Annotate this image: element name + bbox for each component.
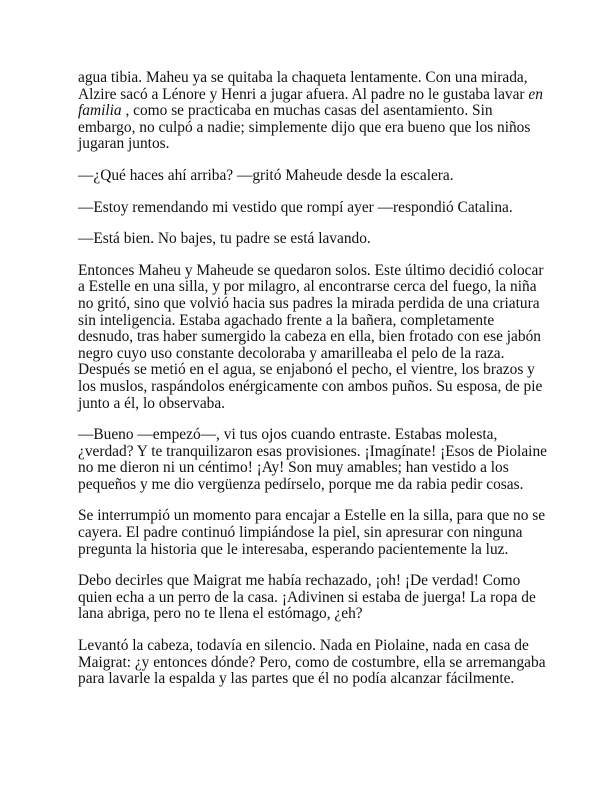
paragraph (78, 573, 538, 623)
text-segment: no me dieron ni un céntimo! ¡Ay! Son muy amables; han vestido a los (78, 459, 509, 477)
text-segment: lana abriga, pero no te llena el estómago, ¿eh? (78, 605, 363, 623)
document-page (78, 69, 547, 688)
text-line (78, 85, 543, 104)
italic-text: en (528, 85, 543, 103)
text-segment: Debo decirles que Maigrat me había rechazado, ¡oh! ¡De verdad! Como (78, 572, 521, 590)
paragraph (78, 261, 544, 412)
text-segment: cayera. El padre continuó limpiándose la piel, sin apresurar con ninguna (78, 524, 523, 542)
text-segment: agua tibia. Maheu ya se quitaba la chaqueta lentamente. Con una mirada, (78, 69, 528, 86)
text-line (78, 377, 543, 396)
text-segment: embargo, no culpó a nadie; simplemente dijo que era bueno que los niños (78, 118, 531, 136)
text-segment: no gritó, sino que volvió hacia sus padres la mirada perdida de una criatura (78, 294, 540, 312)
text-line (78, 477, 538, 494)
paragraph (78, 507, 546, 558)
paragraph (78, 231, 538, 248)
text-segment: negro cuyo uso constante decoloraba y amarilleaba el pelo de la raza. (78, 344, 505, 362)
text-segment: pequeños y me dio vergüenza pedírselo, porque me da rabia pedir cosas. (78, 475, 524, 493)
text-segment: ¿verdad? Y te tranquilizaron esas provisiones. ¡Imagínate! ¡Esos de Piolaine (78, 442, 547, 460)
text-segment: quien echa a un perro de la casa. ¡Adivinen si estaba de juerga! La ropa de (78, 588, 536, 606)
text-line (78, 590, 538, 607)
text-line (78, 313, 538, 330)
text-line (78, 396, 538, 413)
text-line (78, 103, 538, 120)
text-segment: jugaran juntos. (78, 135, 170, 153)
text-segment: Después se metió en el agua, se enjabonó el pecho, el vientre, los brazos y (78, 361, 535, 379)
text-line (78, 296, 538, 313)
text-segment: , como se practicaba en muchas casas del asentamiento. Sin (121, 102, 493, 120)
text-segment: para lavarle la espalda y las partes que él no podía alcanzar fácilmente. (78, 670, 515, 688)
text-line (78, 231, 538, 248)
paragraph (78, 168, 538, 185)
italic-text: familia (78, 102, 122, 120)
paragraph (78, 69, 543, 153)
text-segment: Alzire sacó a Lénore y Henri a jugar afuera. Al padre no le gustaba lavar (78, 85, 529, 103)
text-segment: pregunta la historia que le interesaba, esperando pacientemente la luz. (78, 540, 509, 558)
text-line (78, 346, 538, 363)
text-line (78, 525, 538, 542)
text-segment: —Bueno —empezó—, vi tus ojos cuando entraste. Estabas molesta, (78, 426, 498, 444)
text-line (78, 70, 538, 87)
text-segment: —Está bien. No bajes, tu padre se está lavando. (78, 230, 371, 248)
text-segment: Maigrat: ¿y entonces dónde? Pero, como de costumbre, ella se arremangaba (78, 653, 546, 671)
text-line (78, 653, 546, 672)
text-line (78, 460, 538, 477)
text-line (78, 168, 538, 185)
text-line (78, 573, 538, 590)
text-line (78, 328, 541, 346)
text-segment: —¿Qué haces ahí arriba? —gritó Maheude desde la escalera. (78, 166, 454, 184)
text-line (78, 638, 538, 655)
paragraph (78, 637, 546, 688)
text-segment: —Estoy remendando mi vestido que rompí ayer —respondió Catalina. (78, 198, 513, 216)
paragraph (78, 200, 538, 217)
text-segment: los muslos, raspándolos enérgicamente con ambos puños. Su esposa, de pie (78, 377, 543, 395)
text-segment: Entonces Maheu y Maheude se quedaron solos. Este último decidió colocar (78, 261, 544, 279)
text-line (78, 120, 538, 137)
text-line (78, 200, 538, 217)
text-line (78, 606, 538, 623)
paragraph (78, 426, 547, 493)
text-line (78, 279, 538, 296)
text-line (78, 507, 546, 525)
text-line (78, 442, 547, 461)
text-line (78, 427, 538, 444)
text-segment: sin inteligencia. Estaba agachado frente a la bañera, completamente (78, 311, 495, 329)
text-line (78, 136, 538, 153)
text-segment: Levantó la cabeza, todavía en silencio. Nada en Piolaine, nada en casa de (78, 637, 529, 655)
text-segment: desnudo, tras haber sumergido la cabeza en ella, bien frotado con ese jabón (78, 328, 541, 346)
text-segment: a Estelle en una silla, y por milagro, al encontrarse cerca del fuego, la niña (78, 278, 537, 296)
text-line (78, 542, 538, 559)
text-line (78, 261, 544, 280)
text-line (78, 671, 538, 688)
text-segment: Se interrumpió un momento para encajar a Estelle en la silla, para que no se (78, 507, 546, 525)
text-segment: junto a él, lo observaba. (78, 394, 226, 412)
text-line (78, 362, 538, 379)
